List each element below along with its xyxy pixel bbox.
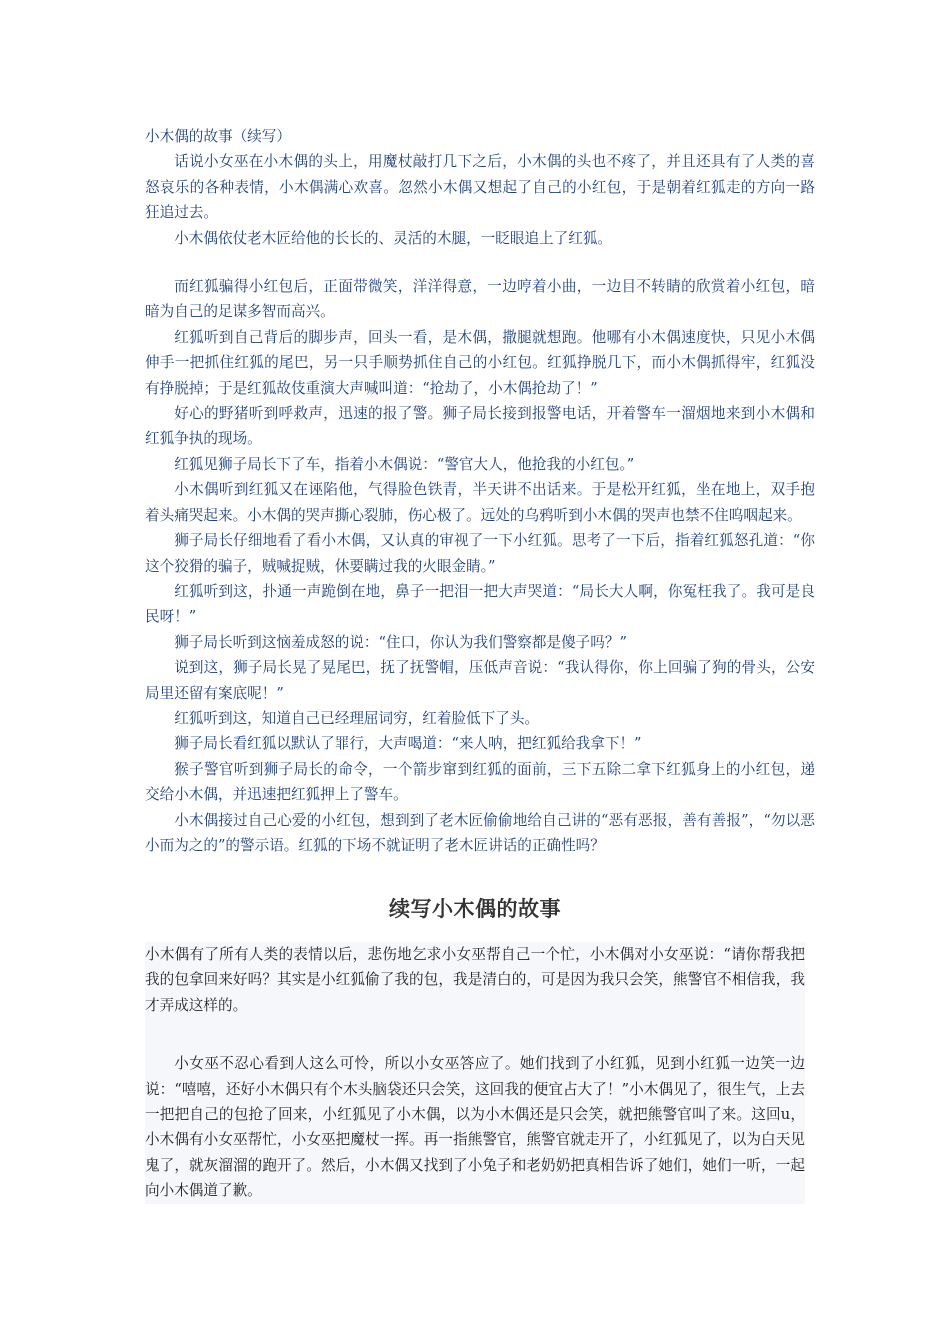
paragraph: 小木偶接过自己心爱的小红包，想到到了老木匠偷偷地给自己讲的“恶有恶报，善有善报”，“勿以恶小而为之的”的警示语。红狐的下场不就证明了老木匠讲话的正确性吗？ — [145, 811, 815, 854]
paragraph: 狮子局长看红狐以默认了罪行，大声喝道：“来人呐，把红狐给我拿下！” — [174, 735, 642, 753]
paragraph: 小木偶依仗老木匠给他的长长的、灵活的木腿，一眨眼追上了红狐。 — [174, 229, 613, 247]
paragraph-gap — [145, 251, 815, 274]
paragraph: 红狐听到这，知道自己已经理屈词穷，红着脸低下了头。 — [174, 709, 540, 727]
paragraph: 说到这，狮子局长晃了晃尾巴，抚了抚警帽，压低声音说：“我认得你，你上回骗了狗的骨头，公安局里还留有案底呢！” — [145, 659, 815, 702]
paragraph: 小女巫不忍心看到人这么可怜，所以小女巫答应了。她们找到了小红狐，见到小红狐一边笑一边说：“嘻嘻，还好小木偶只有个木头脑袋还只会笑，这回我的便宜占大了！”小木偶见了，很生气，上去一把把自己的包抢了回来，小红狐见了小木偶，以为小木偶还是只会笑，就把熊警官叫了来。这回u，小木偶有小女巫帮忙，小女巫把魔杖一挥。再一指熊警官，熊警官就走开了，小红狐见了，以为白天见鬼了，就灰溜溜的跑开了。然后，小木偶又找到了小兔子和老奶奶把真相告诉了她们，她们一听，一起向小木偶道了歉。 — [145, 1055, 805, 1200]
paragraph: 猴子警官听到狮子局长的命令，一个箭步窜到红狐的面前，三下五除二拿下红狐身上的小红包，递交给小木偶，并迅速把红狐押上了警车。 — [145, 760, 815, 804]
story-title: 小木偶的故事（续写） — [145, 128, 291, 145]
paragraph: 狮子局长仔细地看了看小木偶，又认真的审视了一下小红狐。思考了一下后，指着红狐怒孔道：“你这个狡猾的骗子，贼喊捉贼，休要瞒过我的火眼金睛。” — [145, 532, 815, 575]
story-continuation-2 — [145, 942, 805, 1204]
paragraph: 红狐听到这，扑通一声跪倒在地，鼻子一把泪一把大声哭道：“局长大人啊，你冤枉我了。我可是良民呀！” — [145, 582, 815, 626]
section-heading: 续写小木偶的故事 — [389, 897, 561, 921]
paragraph: 小木偶听到红狐又在诬陷他，气得脸色铁青，半天讲不出话来。于是松开红狐，坐在地上，双手抱着头痛哭起来。小木偶的哭声撕心裂肺，伤心极了。远处的乌鸦听到小木偶的哭声也禁不住呜咽起来。 — [145, 481, 815, 524]
paragraph: 狮子局长听到这恼羞成怒的说：“住口，你认为我们警察都是傻子吗？” — [174, 633, 627, 651]
paragraph: 红狐听到自己背后的脚步声，回头一看，是木偶，撒腿就想跑。他哪有小木偶速度快，只见小木偶伸手一把抓住红狐的尾巴，另一只手顺势抓住自己的小红包。红狐挣脱几下，而小木偶抓得牢，红狐没有挣脱掉；于是红狐故伎重演大声喊叫道：“抢劫了，小木偶抢劫了！” — [145, 328, 815, 397]
paragraph-gap — [145, 1018, 805, 1051]
paragraph: 话说小女巫在小木偶的头上，用魔杖敲打几下之后，小木偶的头也不疼了，并且还具有了人类的喜怒哀乐的各种表情，小木偶满心欢喜。忽然小木偶又想起了自己的小红包，于是朝着红狐走的方向一路狂追过去。 — [145, 153, 815, 222]
paragraph: 小木偶有了所有人类的表情以后，悲伤地乞求小女巫帮自己一个忙，小木偶对小女巫说：“请你帮我把我的包拿回来好吗？其实是小红狐偷了我的包，我是清白的，可是因为我只会笑，熊警官不相信我，我才弄成这样的。 — [145, 946, 805, 1014]
paragraph: 红狐见狮子局长下了车，指着小木偶说：“警官大人，他抢我的小红包。” — [174, 455, 635, 473]
paragraph: 而红狐骗得小红包后，正面带微笑，洋洋得意，一边哼着小曲，一边目不转睛的欣赏着小红包，暗暗为自己的足谋多智而高兴。 — [145, 278, 815, 321]
paragraph: 好心的野猪听到呼救声，迅速的报了警。狮子局长接到报警电话，开着警车一溜烟地来到小木偶和红狐争执的现场。 — [145, 405, 815, 448]
story-continuation-1 — [145, 124, 815, 858]
